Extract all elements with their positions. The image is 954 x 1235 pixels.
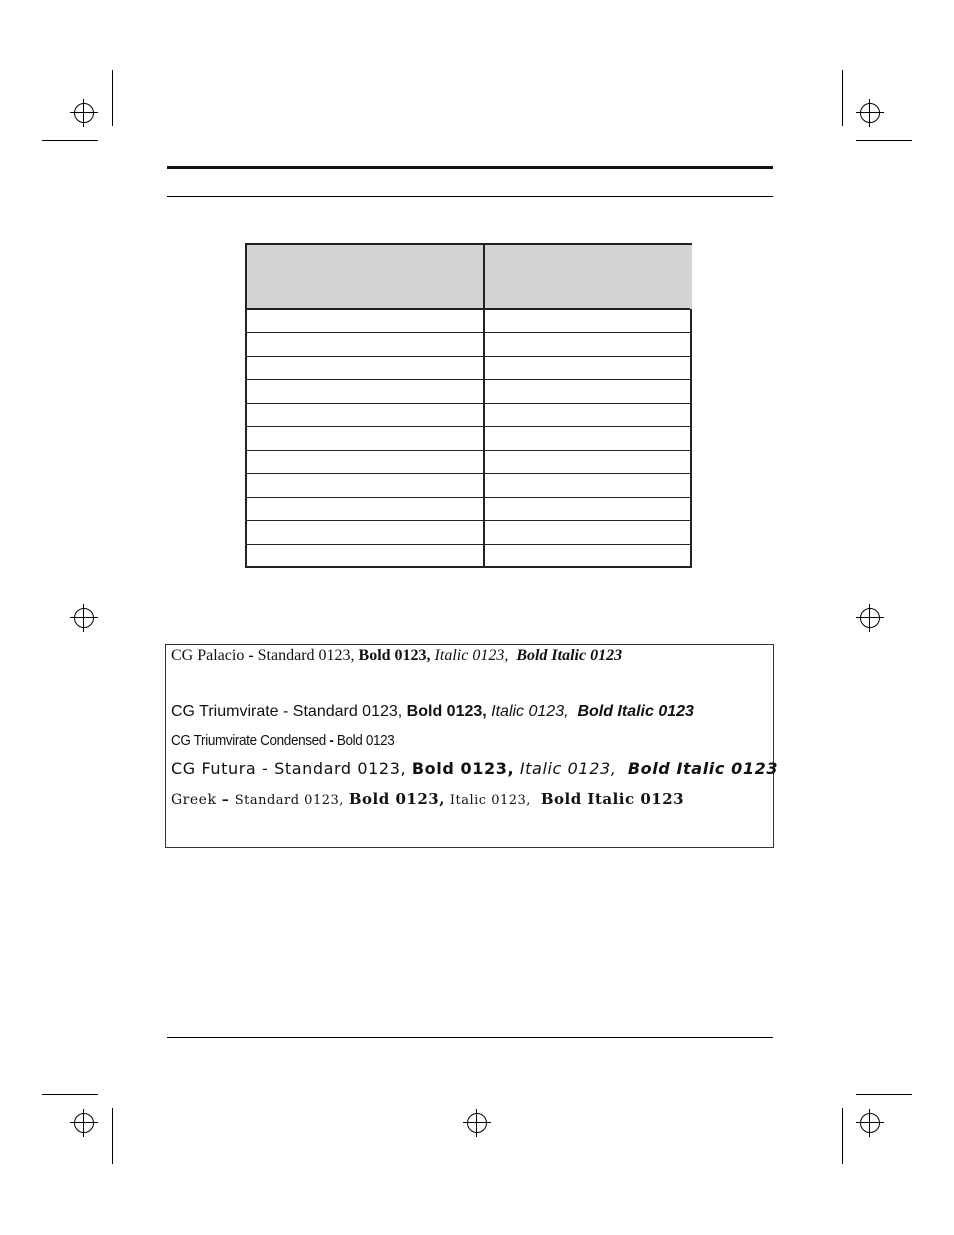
table-row-divider	[247, 450, 690, 451]
font-sample-greek	[171, 790, 684, 808]
table-header-cell-1	[247, 245, 483, 309]
crop-mark-top-right-vertical	[842, 70, 843, 126]
registration-target-icon	[858, 1111, 882, 1135]
separator: -	[244, 647, 258, 664]
table-row-divider	[247, 403, 690, 404]
font-sample-triumvirate-condensed	[171, 732, 394, 749]
table-row-divider	[247, 426, 690, 427]
standard-sample: Standard 0123,	[234, 793, 344, 808]
separator: -	[325, 732, 337, 749]
registration-target-icon	[72, 606, 96, 630]
table-row-divider	[247, 356, 690, 357]
table-row-divider	[247, 497, 690, 498]
table-row-divider	[247, 473, 690, 474]
crop-mark-bottom-left-vertical	[112, 1108, 113, 1164]
table-row-divider	[247, 544, 690, 545]
table-row-divider	[247, 332, 690, 333]
crop-mark-bottom-right-horizontal	[856, 1094, 912, 1095]
header-thick-rule	[167, 166, 773, 169]
font-name: Greek	[171, 792, 217, 808]
table-header-divider	[247, 308, 690, 310]
registration-target-icon	[858, 101, 882, 125]
font-name: CG Triumvirate	[171, 703, 279, 720]
font-name: CG Futura	[171, 759, 257, 778]
separator: -	[256, 759, 275, 778]
italic-sample: Italic 0123,	[434, 647, 509, 664]
bold-sample: Bold 0123,	[406, 703, 487, 720]
standard-sample: Standard 0123,	[292, 703, 403, 720]
registration-target-icon	[72, 101, 96, 125]
crop-mark-top-left-horizontal	[42, 140, 98, 141]
crop-mark-top-left-vertical	[112, 70, 113, 126]
crop-mark-bottom-left-horizontal	[42, 1094, 98, 1095]
font-name: CG Palacio	[171, 647, 245, 664]
separator: -	[278, 703, 293, 720]
font-sample-box	[165, 644, 779, 848]
font-sample-futura	[171, 759, 778, 778]
font-sample-palacio	[171, 647, 622, 665]
bold-sample: Bold 0123,	[358, 647, 431, 664]
table-header-cell-2	[485, 245, 692, 309]
header-thin-rule	[167, 196, 773, 197]
standard-sample: Standard 0123,	[274, 759, 407, 778]
bold-sample: Bold 0123,	[411, 759, 515, 778]
table-row-divider	[247, 520, 690, 521]
italic-sample: Italic 0123,	[449, 793, 531, 808]
bold-sample: Bold 0123,	[348, 790, 445, 808]
crop-mark-bottom-right-vertical	[842, 1108, 843, 1164]
font-name: CG Triumvirate Condensed	[171, 732, 326, 749]
footer-rule	[167, 1037, 773, 1038]
bold-italic-sample: Bold Italic 0123	[577, 703, 694, 720]
data-table	[245, 243, 692, 568]
bold-sample: Bold 0123	[336, 732, 395, 749]
standard-sample: Standard 0123,	[257, 647, 355, 664]
registration-target-icon	[858, 606, 882, 630]
table-row-divider	[247, 379, 690, 380]
registration-target-icon	[465, 1111, 489, 1135]
italic-sample: Italic 0123,	[519, 759, 617, 778]
bold-italic-sample: Bold Italic 0123	[540, 790, 685, 808]
table-column-divider	[483, 245, 485, 566]
italic-sample: Italic 0123,	[491, 703, 569, 720]
registration-target-icon	[72, 1111, 96, 1135]
separator: –	[216, 792, 235, 808]
bold-italic-sample: Bold Italic 0123	[516, 647, 623, 664]
font-sample-triumvirate	[171, 703, 694, 721]
crop-mark-top-right-horizontal	[856, 140, 912, 141]
bold-italic-sample: Bold Italic 0123	[627, 759, 779, 778]
